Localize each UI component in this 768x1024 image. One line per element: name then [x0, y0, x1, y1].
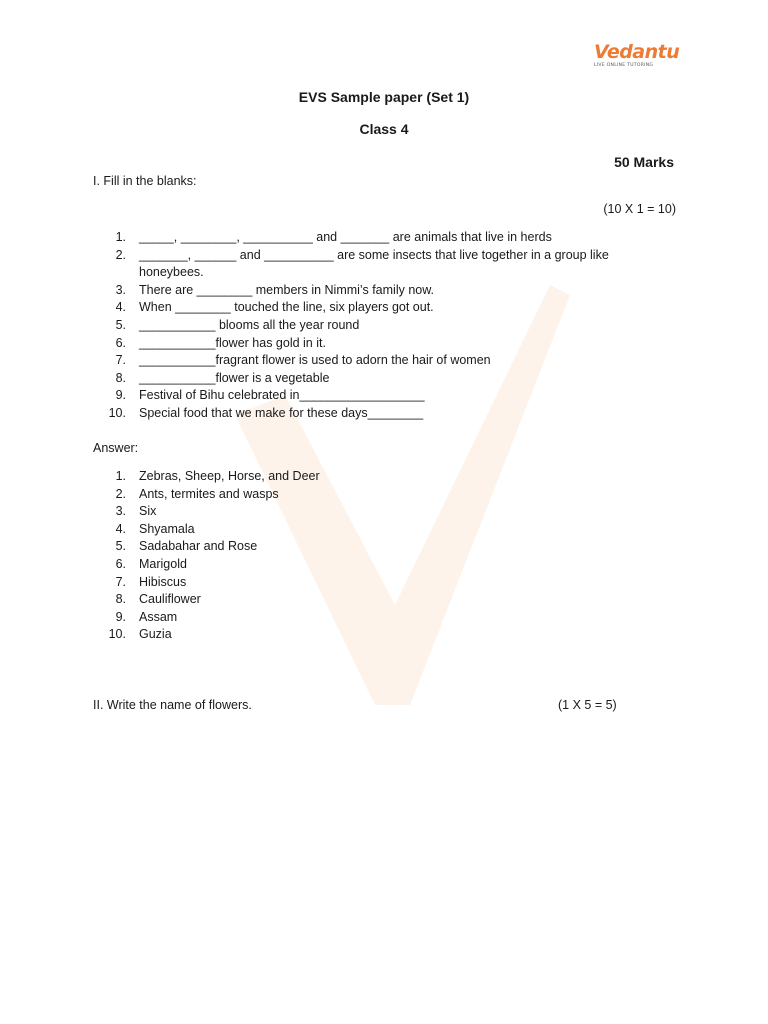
answer-item: 6. Marigold [115, 556, 187, 571]
section2-marks: (1 X 5 = 5) [558, 698, 617, 712]
question-item: 9. Festival of Bihu celebrated in__________________ [115, 388, 425, 403]
section1-marks: (10 X 1 = 10) [603, 202, 676, 216]
logo-tagline: LIVE ONLINE TUTORING [594, 63, 654, 68]
question-item: 1. _____, ________, __________ and _______ are animals that live in herds [115, 230, 552, 244]
section2-heading: II. Write the name of flowers. [93, 698, 252, 712]
paper-title: EVS Sample paper (Set 1) [298, 89, 470, 105]
question-item: 8. ___________flower is a vegetable [115, 370, 330, 385]
vedantu-logo [594, 41, 680, 72]
question-item: 6. ___________flower has gold in it. [115, 335, 326, 350]
question-item: 5. ___________ blooms all the year round [115, 317, 360, 332]
answer-item: 7. Hibiscus [115, 574, 187, 589]
answer-item: 10. Guzia [108, 627, 172, 642]
answer-item: 2. Ants, termites and wasps [115, 486, 279, 501]
answer-item: 4. Shyamala [115, 521, 195, 536]
answer-item: 8. Cauliflower [115, 592, 201, 607]
answer-list [93, 468, 320, 644]
answer-item: 9. Assam [115, 609, 178, 624]
question-item: 7. ___________fragrant flower is used to adorn the hair of women [115, 353, 491, 368]
question-item: 4. When ________ touched the line, six players got out. [115, 300, 434, 315]
answers-heading: Answer: [93, 441, 139, 455]
answer-item: 5. Sadabahar and Rose [115, 539, 258, 554]
answer-item: 3. Six [115, 504, 157, 519]
logo-wordmark: Vedantu [594, 41, 680, 63]
question-item: 2. _______, ______ and __________ are some insects that live together in a group like honeybees. [115, 247, 609, 280]
answer-item: 1. Zebras, Sheep, Horse, and Deer [115, 469, 320, 483]
total-marks: 50 Marks [614, 154, 674, 170]
question-item: 3. There are ________ members in Nimmi’s family now. [115, 282, 435, 297]
section1-heading: I. Fill in the blanks: [93, 174, 197, 188]
class-label: Class 4 [359, 121, 409, 137]
question-item: 10. Special food that we make for these days________ [108, 405, 424, 420]
fill-blanks-question-list [93, 229, 609, 423]
